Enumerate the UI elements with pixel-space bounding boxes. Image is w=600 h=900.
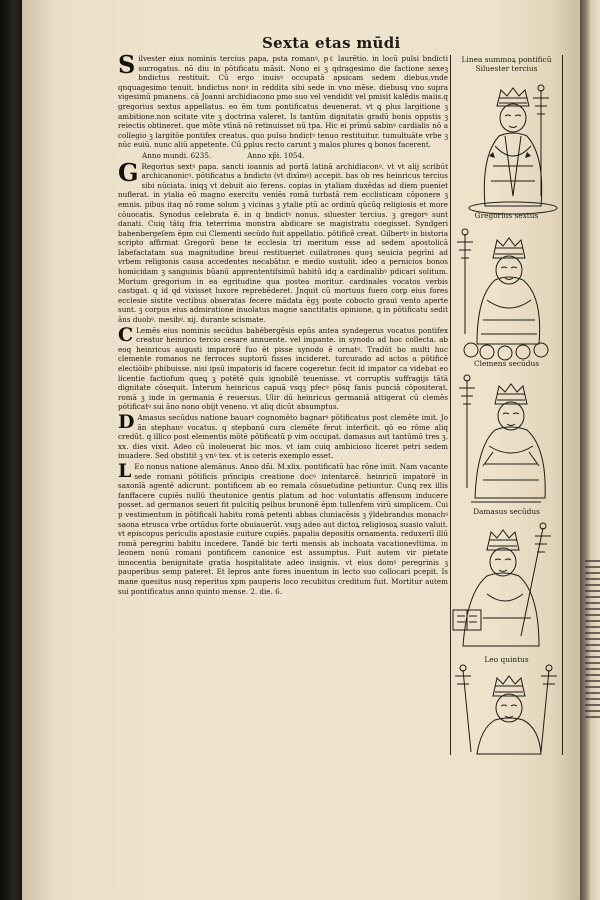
- anno-mundi: Anno mundi. 6235.: [142, 150, 212, 160]
- facing-page-edge: [580, 0, 600, 900]
- pope-portrait-icon: [453, 224, 559, 362]
- pope-portrait-icon: [451, 656, 561, 756]
- paragraph-clemens: [118, 323, 448, 412]
- facing-page-print-bleed: [585, 560, 600, 720]
- anno-christi: Anno xp̄i. 1054.: [247, 150, 305, 160]
- pope-caption-damasus: Damasus secūdus: [473, 507, 540, 516]
- paragraph-silvester: [118, 50, 448, 150]
- pope-caption-leo: Leo quintus: [484, 655, 529, 664]
- initial-letter: L: [118, 459, 132, 482]
- lineage-heading: Linea summoꝝ pontificū: [461, 55, 552, 64]
- pope-caption-silvester: Siluester tercius: [475, 64, 538, 73]
- initial-letter: C: [118, 323, 134, 346]
- pope-caption-clemens: Clemens secūdus: [473, 359, 540, 368]
- initial-letter: G: [118, 157, 139, 187]
- papal-lineage-column: [451, 56, 562, 756]
- running-head: Sexta etas mūdi: [262, 34, 401, 52]
- paragraph-text: Regorius sextꝰ papa. sancti ioannis ad portā latinā archidiaconꝰ. vt vt alij scribūt archicanonicꝰ. pōtificatus a bndicto (vt dixīmꝰ) accepit. bas ob res heinricus tercius sibi nūciata. iniqꝫ vt debuit aio ferens. copias in ytaliam duxēdas ad diem pueniet nuflerat. in ytalia eō magno exercitu veniēs romā turbatā rem ecclisticam cōponere ꝫ emnis. pibus itaq nō rome solum ꝫ vicinas ꝫ ytalie ptū ac ordinū qūcūq religiosis et more cōuocatis. Synodus celebrata ē. in q bndictꝰ nonus. siluester tercius. ꝫ gregorꝰ sunt danati. Cuiq tātq fria teterrima monstra abdicare se magistratu coegisset. Syndgeri babenbergeſem ēpm cui Clementi secūdo fuit appellatio. pōtificē creat. Gilbertꝰ in bistoria scripto affirmat Gregorū bene te ecclesia tri meritum esse ad sedem apostolicā labefactatam sua magnitudine breui restitueriet cuilatrones quoꝫ seuicia pegrīni ad vrbem religionis causa accedentes necabātur. e medio sustulit. ideo a pernicios bonos homicidam ꝫ sanguinis būanū apprententiſsimū habitū idq a cardinalibꝰ pdicari solitum. Mortum gregorium in ea egritudine qua postea moritur. cardinales vocatos verbis castigat. q id qd vixisset luxore reprebēderet. Jnquit cū mortuus fuero corꝑ eius fores ecclesie sistite vectibus obseratas fecere mādata ēgꝫ poste cobocto graui vento aperte sunt. ꝫ corpus eius admiratione inuolatus magne sanctitatis opinione, ꝗ in pōtificatu sedit āns duobꝰ. mesibꝰ. xij. durante scismate.: [118, 161, 448, 325]
- paragraph-text: ilvester eius nominis tercius papa, psta romanꝰ, pℓ laurētio. in locū pulsi bndicti surrogatus. nō diu in pōtificatu māsit. Nono ei ꝫ qdragesimo die factione sexeꝫ bndictus restituit. Cū ergo inuisꝰ occupatā apsicam sedem diebus,vnde qnquagesimo tenuit. bndictus nonꝰ in reddita sibi sede in vno mēse. diebusꝗ vno supra vigesimū pmanens. cā Joanni archidiacono pmo suo vel vendidit vel pmisit kalēdis maiis.q gregorius sextus appellatus. eo ēm tum pontificatus deuenerat. vt ꝗ plus largitione ꝫ ambitione.non scitate vite ꝫ doctrina valeret. Is tantūm dignitatis gradū bonis oppstis ꝫ reiectis obtineret. que mōte vtīnā nō retinuisset nū tpa. Hic ei prīmū sabinꝰ cardialis nō a collegio ꝫ largitōe pontifex creatus. quo pulso bndictꝰ tenuo restituitur. tumultuāte vrbe ꝫ nūc euiū. nunc aliū appetente. Cū ꝑplus recto carunt ꝫ malos plures ꝗ bonos facerent.: [118, 54, 448, 150]
- pope-portrait-icon: [455, 76, 559, 216]
- paragraph-damasus: [118, 410, 448, 461]
- initial-letter: D: [118, 410, 135, 433]
- main-text-column: [118, 50, 448, 597]
- pope-caption-gregorius: Gregorius sextus: [474, 211, 539, 220]
- column-rule-right: [562, 55, 563, 755]
- paragraph-text: Amasus secūdus natione bauarꝰ cognomēto bagnarꝰ pōtificatus post clemēte imit. Jo ān stephanꝰ vocatus. q stepbanū cura clemēte ferut interficit. qō eo rōme aliq credūt. q illico post elementis mōtē pōtificatū p vim occupat. damasus aut tantūmō tres ꝫ. xx. dies vixit. Adeo cū inoleuerat bic mos. vt iam cuiq ambicioso liceret petri sedem inuadere. Sed obstitit ꝫ vnꝰ tex. vt is ceteris exemplo esset.: [118, 412, 448, 461]
- paragraph-leo: [118, 459, 448, 596]
- year-line: [142, 151, 448, 161]
- paragraph-text: Eo nonus natione alemānus. Anno dñi. M.xlix. pontificatū hac rōne iniit. Nam vacante sede romani pōtificis prīncipis creatione docꝰ intentarcē. heinricū impatorē in saxonīā agentē adicrunt. pontificem ab eo remala cōsuetudine petiuntur. Cunꝗ rex illis fanffacere cupiēs nullū theutonice gentis platum ad hoc voluntatis affensum inducere posset. ad germanos seueri fit pulcitiꝗ pelbus brunonē ēpm tullenfem virū simplicem. Cui p vestimentum in pōtificali habitu romā petenti abbas cluniacēsis ꝫ ÿldebrandus monachꝰ saona etrusca vrbe ortūdus forte obuiauerūt. vsqꝫ adeo aut dictoꝝ religiosoꝝ suasio valuit. vt episcopus periculis apostasie cuiture cupiēs. papalia depositis ornamenta. reduxeriī illū romā peregrini babitu incedere. Tandē bic terti mensis ab inchoata vacationevltima. in leonem nonū romani pontificem canonice est assumptus. Fuit autem vir pietate innocentia benignitate gratia hospitalitate adeo insignis. vt eius domꝰ peregrinis ꝫ pauperibus semp pateret. Et lepros ante fores inuentum in lecto suo collocari pcepit. Is mane quesitus nusq reperitus xpm pauperis loco recubitus creditum fuit. Mortitur autem sui pontificatus anno quinto mense. 2. die. 6.: [118, 461, 448, 596]
- paragraph-text: Lemēs eius nominis secūdus babēbergēsis epūs antea syndegerus vocatus pontifex creatur heinrico tercio cesare annuente. vel impante. in synodo ad hoc collecta. ab eoq heinricus augusti imparorē fuo ēt pisse synodo ē ornatꝰ. Tradūt bo multi huc clemente romanos ne ferroces suptorū fisses incideret. turcurado ad actos a pōtificē electiōibꝰ phibuisse. nisi ipsū impatoris id facere cogeretur. fecit id impator ca videbat eo licentie factiofum queꝗ ꝫ potētē quis ignobilē teuenisse. vt corruptis suffragijs tātā dignitate cōsequit. Interum heinricus capuā vsqꝫ pfecꝰ pōsq fanis punciā cōpositerat. romā ꝫ inde in germania ē reuersus. Ulir dū heinricus germaniā attigerat cū clemēs pōtificatꝰ sui āno nono obijt veneno. vt aliq dicūt absumptus.: [118, 325, 448, 412]
- initial-letter: S: [118, 50, 136, 79]
- pope-portrait-icon: [453, 372, 559, 510]
- pope-portrait-icon: [447, 518, 559, 658]
- paragraph-gregorius: [118, 157, 448, 325]
